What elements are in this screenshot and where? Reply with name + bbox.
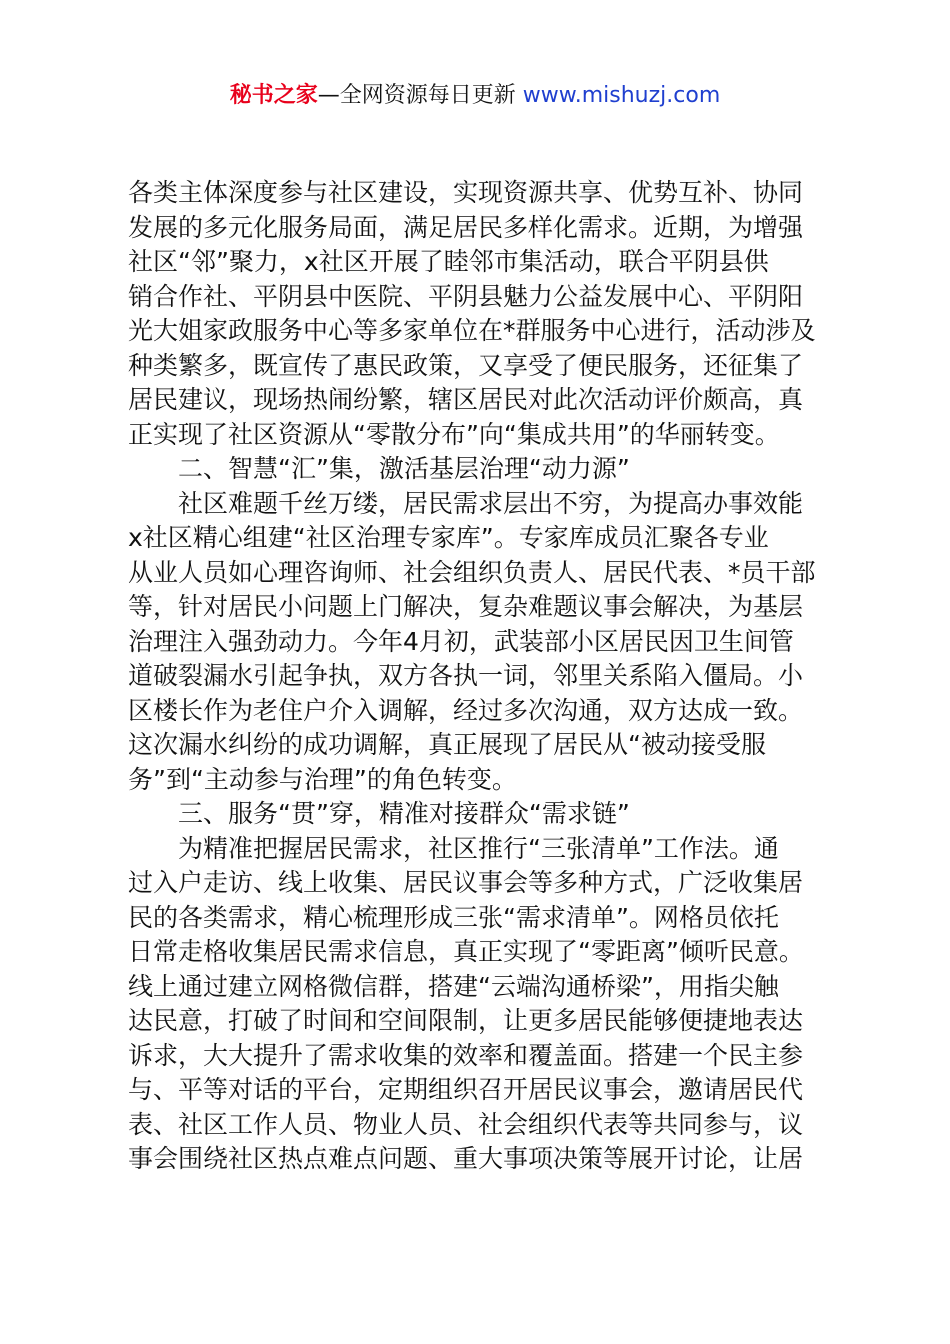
- text-line: 表、社区工作人员、物业人员、社会组织代表等共同参与，议: [128, 1109, 804, 1139]
- brand-name: 秘书之家: [229, 83, 318, 108]
- text-line: 诉求，大大提升了需求收集的效率和覆盖面。搭建一个民主参: [128, 1040, 804, 1070]
- text-line: 各类主体深度参与社区建设，实现资源共享、优势互补、协同: [128, 178, 804, 207]
- text-line: 区楼长作为老住户介入调解，经过多次沟通，双方达成一致。: [128, 695, 804, 725]
- text-line: x社区精心组建“社区治理专家库”。专家库成员汇聚各专业: [128, 523, 769, 552]
- text-line: 社区难题千丝万缕，居民需求层出不穷，为提高办事效能: [178, 488, 804, 518]
- text-line: 治理注入强劲动力。今年4月初，武装部小区居民因卫生间管: [128, 626, 794, 656]
- section-heading-2: 二、智慧“汇”集，激活基层治理“动力源”: [178, 454, 630, 483]
- text-line: 道破裂漏水引起争执，双方各执一词，邻里关系陷入僵局。小: [128, 661, 804, 690]
- text-line: 居民建议，现场热闹纷繁，辖区居民对此次活动评价颇高，真: [128, 385, 804, 414]
- text-line: 为精准把握居民需求，社区推行“三张清单”工作法。通: [178, 833, 779, 863]
- article-body: [128, 176, 840, 1177]
- text-line: 种类繁多，既宣传了惠民政策，又享受了便民服务，还征集了: [128, 350, 804, 380]
- text-line: 线上通过建立网格微信群，搭建“云端沟通桥梁”，用指尖触: [128, 971, 779, 1001]
- header-tagline: —全网资源每日更新: [317, 83, 516, 108]
- text-line: 达民意，打破了时间和空间限制，让更多居民能够便捷地表达: [128, 1006, 804, 1035]
- text-line: 务”到“主动参与治理”的角色转变。: [128, 764, 517, 794]
- text-line: 从业人员如心理咨询师、社会组织负责人、居民代表、*员干部: [128, 557, 816, 587]
- text-line: 销合作社、平阴县中医院、平阴县魅力公益发展中心、平阴阳: [128, 281, 804, 311]
- site-url[interactable]: www.mishuzj.com: [522, 83, 721, 108]
- text-line: 过入户走访、线上收集、居民议事会等多种方式，广泛收集居: [128, 868, 804, 897]
- site-header: [0, 80, 950, 112]
- text-line: 民的各类需求，精心梳理形成三张“需求清单”。网格员依托: [128, 902, 779, 932]
- text-line: 这次漏水纠纷的成功调解，真正展现了居民从“被动接受服: [128, 730, 766, 759]
- text-line: 等，针对居民小问题上门解决，复杂难题议事会解决，为基层: [128, 592, 804, 621]
- text-line: 事会围绕社区热点难点问题、重大事项决策等展开讨论，让居: [128, 1144, 804, 1173]
- text-line: 发展的多元化服务局面，满足居民多样化需求。近期，为增强: [128, 212, 804, 242]
- section-heading-3: 三、服务“贯”穿，精准对接群众“需求链”: [178, 799, 630, 828]
- text-line: 日常走格收集居民需求信息，真正实现了“零距离”倾听民意。: [128, 937, 804, 966]
- text-line: 社区“邻”聚力，x社区开展了睦邻市集活动，联合平阴县供: [128, 247, 769, 276]
- text-line: 与、平等对话的平台，定期组织召开居民议事会，邀请居民代: [128, 1075, 804, 1104]
- text-line: 光大姐家政服务中心等多家单位在*群服务中心进行，活动涉及: [128, 316, 816, 345]
- text-line: 正实现了社区资源从“零散分布”向“集成共用”的华丽转变。: [128, 419, 780, 449]
